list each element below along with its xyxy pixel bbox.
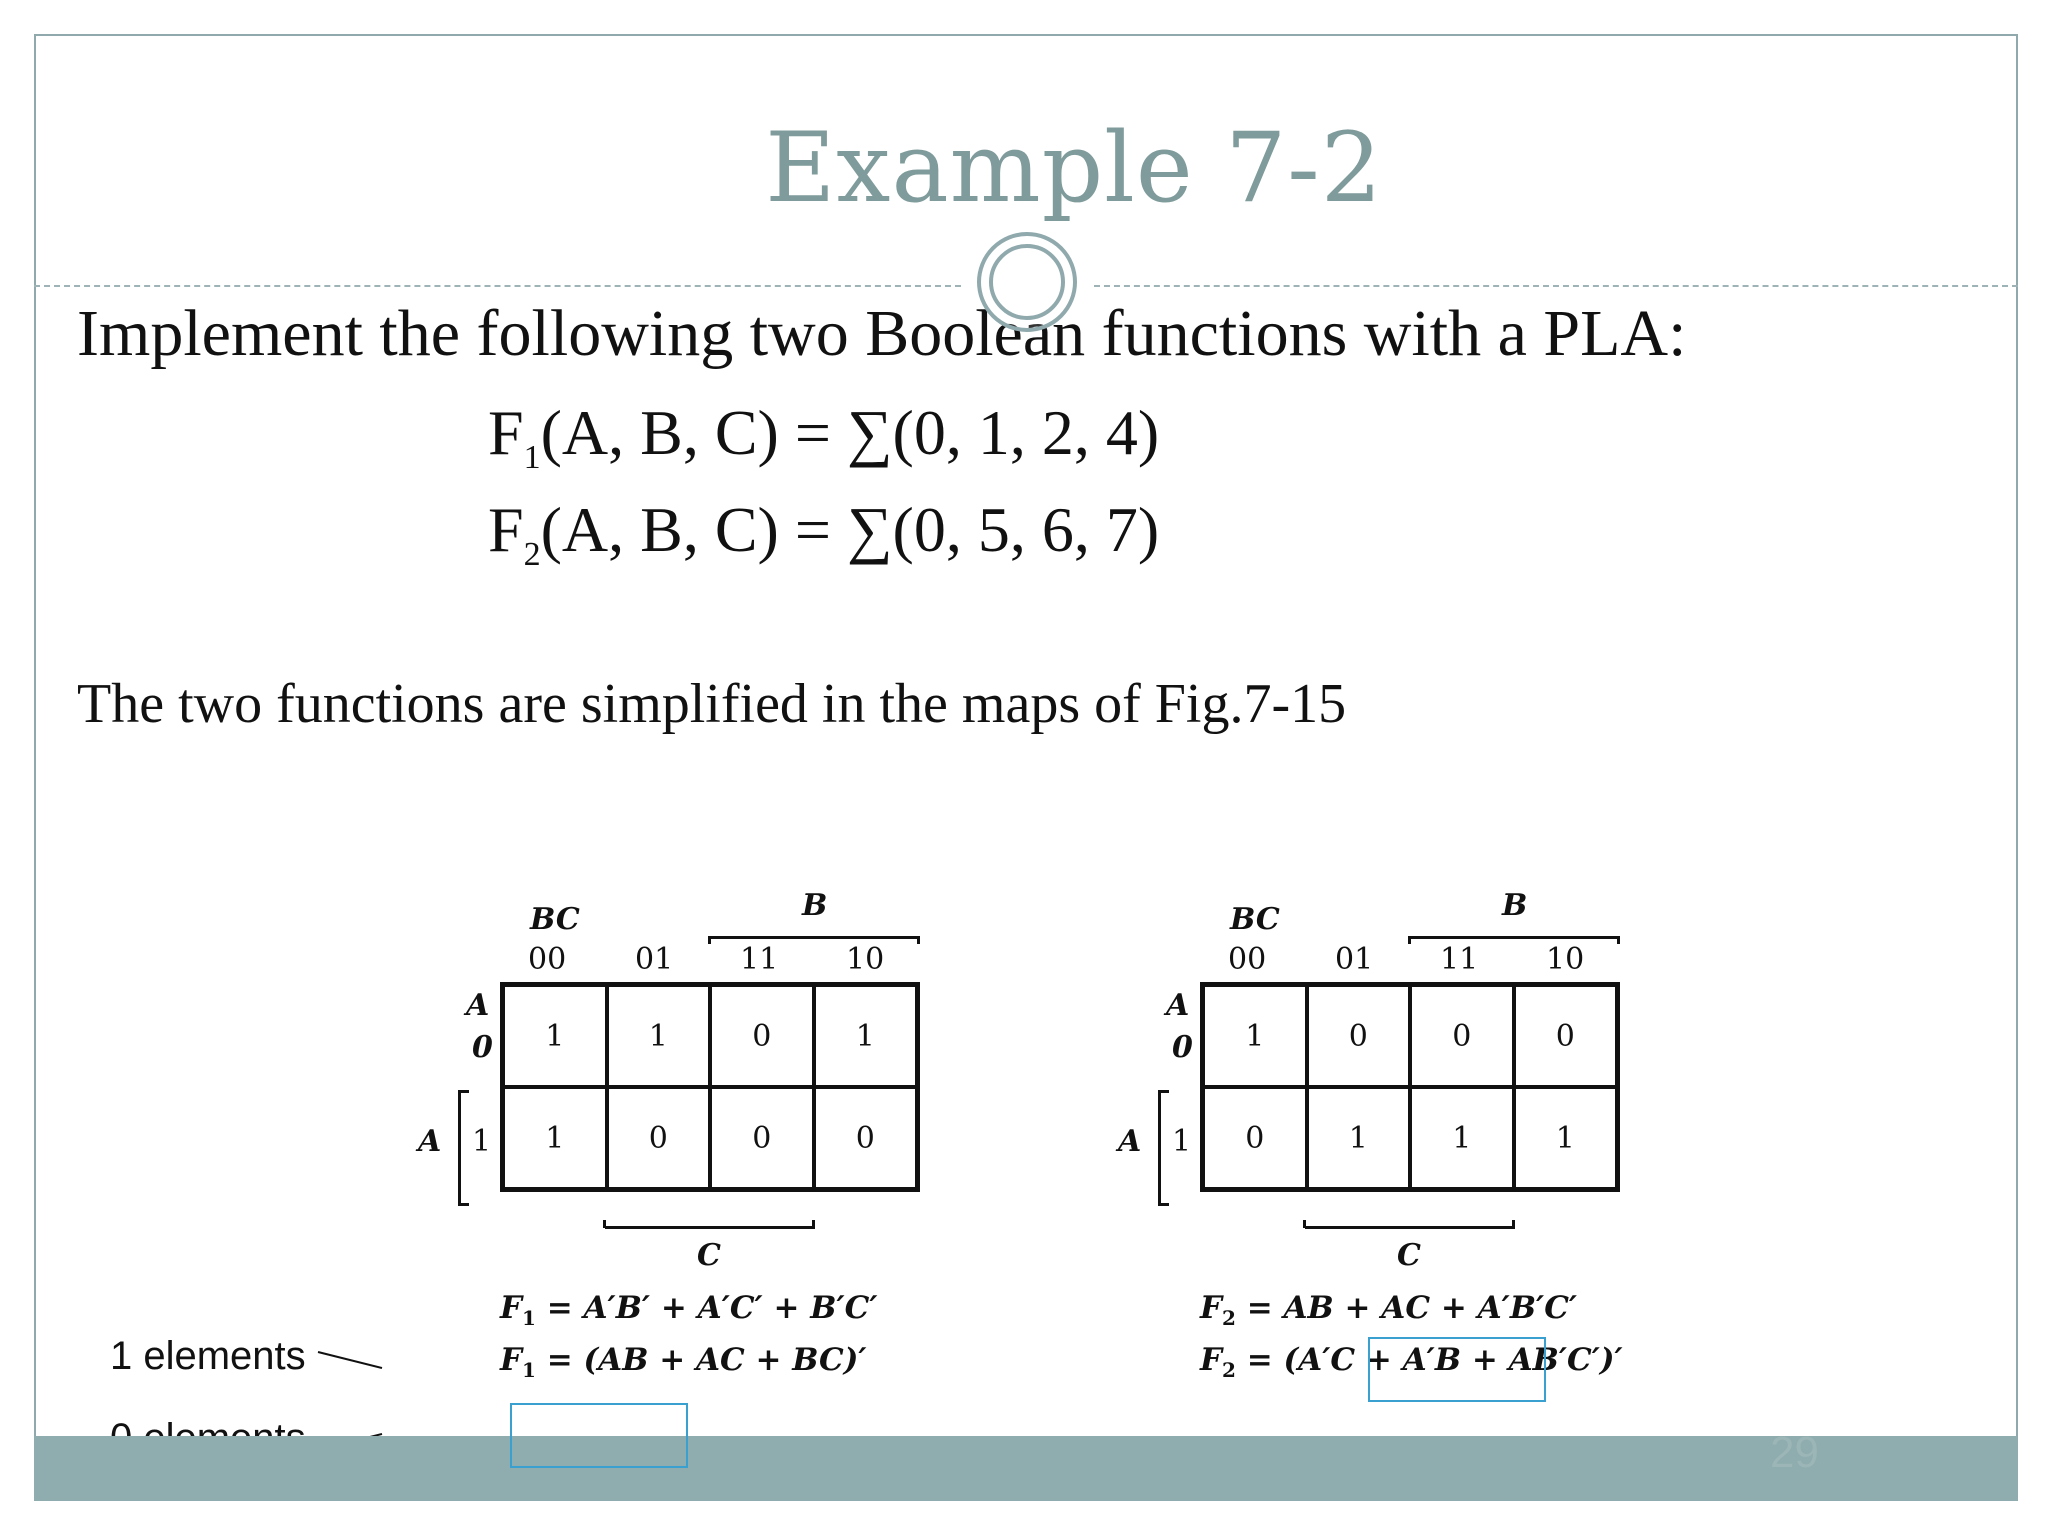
- kmap-function-sop: $F_1 = A'B' + A'C' + B'C'$: [500, 1290, 878, 1331]
- page-number: 29: [1770, 1428, 1819, 1477]
- legend-ones: 1 elements: [110, 1334, 306, 1378]
- slide-title: Example 7-2: [765, 112, 1383, 224]
- kmap-cell: 1: [1514, 1087, 1618, 1189]
- kmap-function-pos: $F_1 = (AB$ + AC + BC)′: [500, 1342, 867, 1383]
- kmap-col-header: 01: [1335, 942, 1374, 977]
- kmap-col-header: 11: [1440, 942, 1479, 977]
- equation-f1: $F_1(A$, B, C) = ∑(0, 1, 2, 4): [488, 397, 1160, 476]
- kmap-b-overline: [710, 936, 920, 939]
- kmap-c-underline: [1305, 1226, 1515, 1229]
- kmap-c-label: C: [1397, 1238, 1421, 1273]
- kmap-cell: 1: [1307, 1087, 1411, 1189]
- kmap-cell: 0: [814, 1087, 918, 1189]
- highlight-box: [1368, 1337, 1546, 1402]
- kmap-cell: 1: [814, 985, 918, 1087]
- footer-band: [34, 1436, 2018, 1501]
- kmap-function-sop: $F_2$ = AB + AC + A′B′C′: [1200, 1290, 1578, 1331]
- kmap-f2: [1100, 880, 1660, 1400]
- kmap-a-side-label: A: [1118, 1124, 1142, 1159]
- kmap-cell: 1: [503, 1087, 607, 1189]
- kmap-cell: 0: [710, 985, 814, 1087]
- kmap-a-bracket: [1158, 1090, 1169, 1206]
- kmap-b-overline: [1410, 936, 1620, 939]
- ring-ornament-icon: [977, 232, 1077, 332]
- kmap-a-side-label: A: [418, 1124, 442, 1159]
- title-divider-left: [34, 285, 961, 287]
- kmap-cell: 0: [1307, 985, 1411, 1087]
- kmap-cell: 1: [503, 985, 607, 1087]
- simplification-note: The two functions are simplified in the maps of Fig.7-15: [77, 673, 1347, 735]
- kmap-col-header: 10: [1546, 942, 1585, 977]
- kmap-b-label: B: [1502, 888, 1528, 923]
- kmap-col-header: 00: [1228, 942, 1267, 977]
- kmap-cell: 0: [1203, 1087, 1307, 1189]
- kmap-cell: 0: [710, 1087, 814, 1189]
- kmap-col-header: 01: [635, 942, 674, 977]
- kmap-cell: 0: [607, 1087, 711, 1189]
- kmap-cell: 1: [607, 985, 711, 1087]
- kmap-cell: 1: [1203, 985, 1307, 1087]
- kmap-a-bracket: [458, 1090, 469, 1206]
- kmap-cell: 0: [1410, 985, 1514, 1087]
- equation-f2: $F_2(A$, B, C) = ∑(0, 5, 6, 7): [488, 494, 1160, 573]
- title-divider-right: [1094, 285, 2018, 287]
- kmap-col-header: 00: [528, 942, 567, 977]
- kmap-row-label: 0: [1172, 1030, 1193, 1065]
- kmap-bc-label: BC: [1230, 902, 1280, 937]
- kmap-cell: 1: [1410, 1087, 1514, 1189]
- kmap-row-label: 1: [1172, 1124, 1192, 1159]
- kmap-function-pos: $F_2 = (A'C + A'B + AB'C')'$: [1200, 1342, 1623, 1383]
- kmap-row-label: 1: [472, 1124, 492, 1159]
- kmap-bc-label: BC: [530, 902, 580, 937]
- kmap-a-label: A: [466, 988, 490, 1023]
- kmap-c-label: C: [697, 1238, 721, 1273]
- intro-text: Implement the following two Boolean functions with a PLA:: [77, 297, 1687, 370]
- kmap-col-header: 10: [846, 942, 885, 977]
- kmap-grid: [500, 982, 920, 1192]
- highlight-box: [510, 1403, 688, 1468]
- kmap-c-underline: [605, 1226, 815, 1229]
- kmap-grid: [1200, 982, 1620, 1192]
- kmap-f1: [400, 880, 960, 1400]
- kmap-cell: 0: [1514, 985, 1618, 1087]
- kmap-row-label: 0: [472, 1030, 493, 1065]
- kmap-col-header: 11: [740, 942, 779, 977]
- kmap-b-label: B: [802, 888, 828, 923]
- kmap-a-label: A: [1166, 988, 1190, 1023]
